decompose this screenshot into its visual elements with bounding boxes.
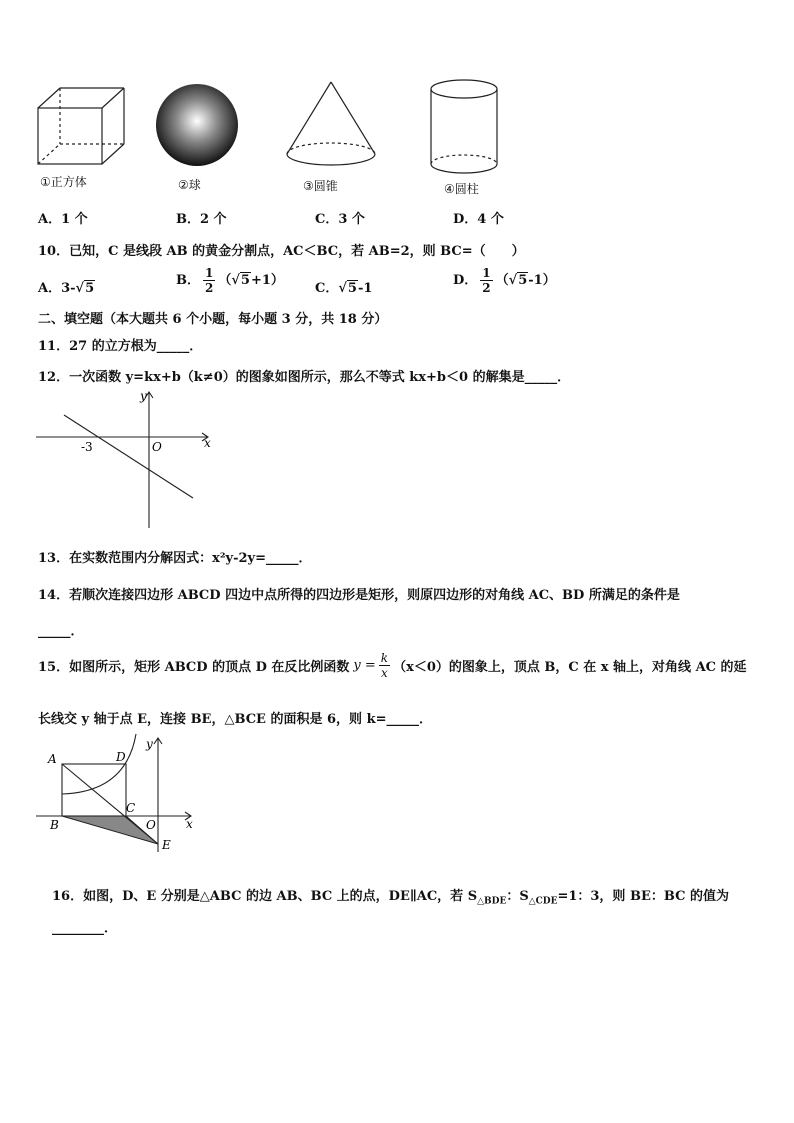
q9-option-d: D．4 个 bbox=[453, 212, 504, 227]
graph2-label-c: C bbox=[126, 801, 136, 815]
graph2-label-x: x bbox=[186, 817, 193, 831]
graph2-label-y: y bbox=[146, 737, 153, 751]
cone-label: ③圆锥 bbox=[303, 179, 338, 193]
q16-text-line1: 16．如图，D、E 分别是△ABC 的边 AB、BC 上的点，DE∥AC，若 $S_{\triangle BDE}$：$S_{\triangle CDE}=1$：3，则 BE：BC 的值为 bbox=[52, 889, 729, 907]
graph2-label-d: D bbox=[116, 750, 126, 764]
graph1-x-label: x bbox=[204, 436, 211, 450]
q14-text-line2: _____． bbox=[38, 624, 84, 639]
graph1-neg3-label: -3 bbox=[81, 440, 93, 454]
q10-text: 10．已知，C 是线段 AB 的黄金分割点，AC＜BC，若 AB=2，则 BC=（ ） bbox=[38, 244, 525, 259]
graph2-label-b: B bbox=[50, 818, 59, 832]
q9-option-c: C．3 个 bbox=[315, 212, 365, 227]
q10-option-a: A．3-√5 bbox=[38, 281, 95, 296]
q12-line-graph bbox=[36, 388, 216, 530]
q9-option-a: A．1 个 bbox=[38, 212, 88, 227]
cylinder-label: ④圆柱 bbox=[444, 182, 479, 196]
q13-text: 13．在实数范围内分解因式：x²y-2y=_____． bbox=[38, 551, 312, 566]
cone-figure bbox=[283, 80, 379, 170]
q15-text-line1: 15．如图所示，矩形 ABCD 的顶点 D 在反比例函数 y = $\frac{k}{x}$ （x＜0）的图象上，顶点 B，C 在 x 轴上，对角线 AC 的延 bbox=[38, 651, 747, 680]
graph2-label-e: E bbox=[162, 838, 171, 852]
q12-text: 12．一次函数 y=kx+b（k≠0）的图象如图所示，那么不等式 kx+b＜0 的解集是_____． bbox=[38, 370, 571, 385]
q15-text-line2: 长线交 y 轴于点 E，连接 BE，△BCE 的面积是 6，则 k=_____． bbox=[38, 712, 432, 727]
sphere-figure bbox=[154, 82, 240, 168]
q10-option-d: D． $\frac{1}{2}$ （√5-1） bbox=[453, 266, 556, 295]
q9-option-b: B．2 个 bbox=[176, 212, 227, 227]
graph1-origin-label: O bbox=[152, 440, 162, 454]
graph2-label-a: A bbox=[48, 752, 57, 766]
q15-rectangle-graph bbox=[36, 732, 202, 856]
sphere-label: ②球 bbox=[178, 178, 201, 192]
graph1-y-label: y bbox=[140, 389, 147, 403]
q16-text-line2: ________． bbox=[52, 921, 118, 936]
q11-text: 11．27 的立方根为_____． bbox=[38, 339, 203, 354]
q14-text-line1: 14．若顺次连接四边形 ABCD 四边中点所得的四边形是矩形，则原四边形的对角线 AC、BD 所满足的条件是 bbox=[38, 588, 680, 603]
graph2-label-o: O bbox=[146, 818, 156, 832]
section2-title: 二、填空题（本大题共 6 个小题，每小题 3 分，共 18 分） bbox=[38, 312, 388, 327]
q10-option-c: C．√5-1 bbox=[315, 281, 373, 296]
cube-figure bbox=[36, 86, 128, 166]
q10-option-b: B． $\frac{1}{2}$ （√5+1） bbox=[176, 266, 284, 295]
cylinder-figure bbox=[429, 78, 499, 178]
cube-label: ①正方体 bbox=[40, 175, 87, 189]
